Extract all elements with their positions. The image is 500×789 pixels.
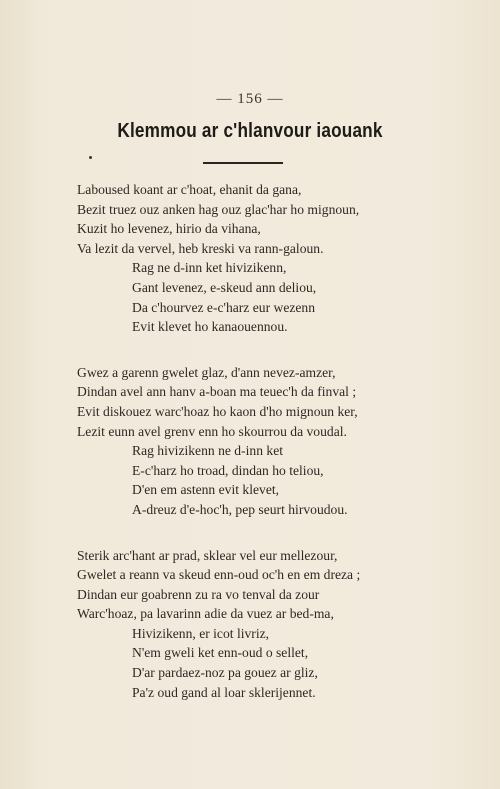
poem-line: N'em gweli ket enn-oud o sellet, [132, 645, 309, 661]
poem-body [77, 180, 477, 728]
poem-line: Sterik arc'hant ar prad, sklear vel eur mellezour, [77, 547, 338, 563]
poem-line: Lezit eunn avel grenv enn ho skourrou da voudal. [77, 423, 347, 439]
poem-line: Evit diskouez warc'hoaz ho kaon d'ho mignoun ker, [77, 403, 358, 419]
poem-line: Dindan eur goabrenn zu ra vo tenval da zour [77, 586, 320, 602]
poem-line: Da c'hourvez e-c'harz eur wezenn [132, 299, 316, 315]
poem-title: Klemmou ar c'hlanvour iaouank [117, 120, 383, 142]
poem-line: Laboused koant ar c'hoat, ehanit da gana, [77, 182, 302, 197]
title-underline-rule [203, 162, 283, 164]
poem-line: Gant levenez, e-skeud ann deliou, [132, 279, 317, 295]
stanza [77, 363, 477, 520]
poem-line: Gwez a garenn gwelet glaz, d'ann nevez-amzer, [77, 364, 336, 380]
poem-line: Gwelet a reann va skeud enn-oud oc'h en em dreza ; [77, 567, 361, 583]
stanza [77, 180, 477, 337]
poem-line: Warc'hoaz, pa lavarinn adie da vuez ar bed-ma, [77, 606, 334, 622]
poem-line: Rag ne d-inn ket hivizikenn, [132, 260, 287, 276]
page-number: — 156 — [216, 91, 284, 107]
poem-line: A-dreuz d'e-hoc'h, pep seurt hirvoudou. [132, 501, 348, 517]
stanza [77, 546, 477, 703]
poem-line: Evit klevet ho kanaouennou. [132, 319, 288, 335]
poem-line: Pa'z oud gand al loar sklerijennet. [132, 684, 316, 700]
poem-line: D'en em astenn evit klevet, [132, 482, 280, 498]
poem-line: Dindan avel ann hanv a-boan ma teuec'h da finval ; [77, 384, 357, 400]
poem-line: Hivizikenn, er icot livriz, [132, 625, 270, 641]
poem-line: E-c'harz ho troad, dindan ho teliou, [132, 462, 324, 478]
poem-line: Kuzit ho levenez, hirio da vihana, [77, 221, 261, 237]
poem-line: Bezit truez ouz anken hag ouz glac'har ho mignoun, [77, 201, 360, 217]
poem-line: Va lezit da vervel, heb kreski va rann-galoun. [77, 240, 324, 256]
poem-line: Rag hivizikenn ne d-inn ket [132, 443, 284, 459]
ink-speck [89, 156, 92, 159]
poem-line: D'ar pardaez-noz pa gouez ar gliz, [132, 665, 318, 681]
